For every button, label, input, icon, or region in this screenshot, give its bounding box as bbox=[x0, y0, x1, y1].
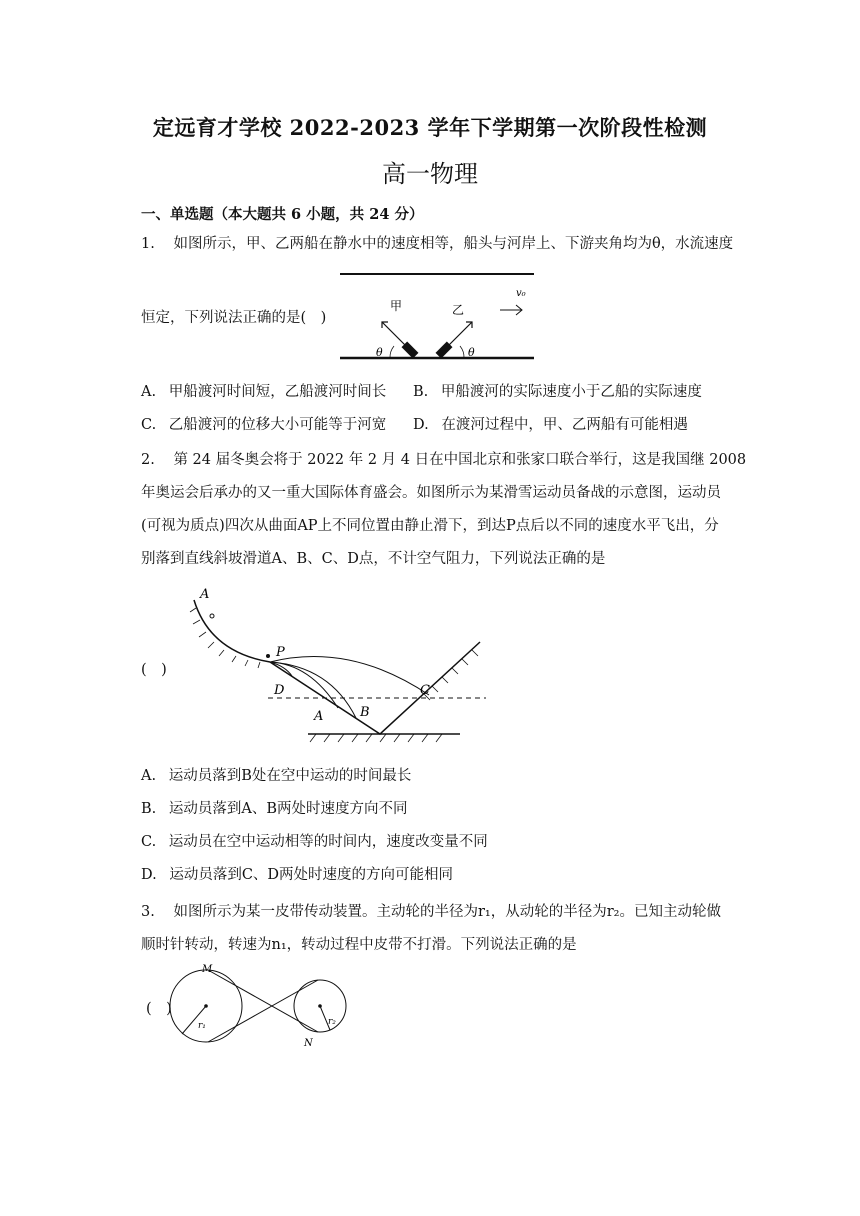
label-B: B bbox=[360, 705, 370, 720]
label-M: M bbox=[202, 964, 213, 975]
option-label: B. bbox=[141, 801, 157, 817]
option-text: 运动员在空中运动相等的时间内，速度改变量不同 bbox=[168, 834, 488, 850]
option-text: 乙船渡河的位移大小可能等于河宽 bbox=[168, 417, 387, 433]
label-theta-left: θ bbox=[376, 346, 383, 359]
q3-line2: 顺时针转动，转速为n₁，转动过程中皮带不打滑。下列说法正确的是 bbox=[141, 937, 577, 953]
label-A-top: A bbox=[200, 587, 210, 602]
skier-icon bbox=[266, 654, 270, 658]
option-label: D. bbox=[413, 417, 429, 433]
q2-line1 bbox=[141, 450, 746, 470]
option-label: B. bbox=[413, 384, 429, 400]
q2-option-b bbox=[141, 799, 408, 819]
q2-figure-ski bbox=[180, 582, 500, 752]
q3-line1 bbox=[141, 902, 721, 922]
label-theta-right: θ bbox=[468, 346, 475, 359]
q2-line4: 别落到直线斜坡滑道A、B、C、D点，不计空气阻力，下列说法正确的是 bbox=[141, 551, 606, 567]
q1-option-c bbox=[141, 415, 386, 435]
q1-option-a bbox=[141, 382, 386, 402]
curve-AP bbox=[194, 600, 270, 662]
page-subtitle: 高一物理 bbox=[382, 160, 478, 188]
q1-stem-b: 恒定，下列说法正确的是( ) bbox=[141, 310, 327, 326]
q2-paren: ( ) bbox=[141, 662, 167, 678]
belt-segment-2 bbox=[208, 980, 318, 1042]
q2-option-d bbox=[141, 865, 453, 885]
option-text: 运动员落到C、D两处时速度的方向可能相同 bbox=[169, 867, 454, 883]
option-text: 在渡河过程中，甲、乙两船有可能相遇 bbox=[441, 417, 688, 433]
label-D: D bbox=[274, 683, 285, 698]
q1-figure-river bbox=[332, 266, 542, 366]
label-A: A bbox=[314, 709, 324, 724]
q3-figure-belt bbox=[168, 962, 368, 1052]
q1-stem-line1 bbox=[141, 234, 733, 254]
option-label: C. bbox=[141, 834, 157, 850]
option-label: D. bbox=[141, 867, 157, 883]
option-text: 运动员落到B处在空中运动的时间最长 bbox=[168, 768, 412, 784]
slope-hatch bbox=[424, 650, 478, 700]
option-text: 甲船渡河的实际速度小于乙船的实际速度 bbox=[440, 384, 702, 400]
option-label: A. bbox=[141, 768, 157, 784]
label-v0: v₀ bbox=[516, 288, 526, 299]
page-title: 定远育才学校 2022-2023 学年下学期第一次阶段性检测 bbox=[152, 115, 708, 140]
slope-line bbox=[270, 642, 480, 734]
option-text: 甲船渡河时间短，乙船渡河时间长 bbox=[168, 384, 387, 400]
label-yi: 乙 bbox=[452, 303, 465, 317]
q2-line1-text: 第 24 届冬奥会将于 2022 年 2 月 4 日在中国北京和张家口联合举行，这是我国继 2008 bbox=[173, 452, 747, 468]
label-N: N bbox=[304, 1038, 313, 1049]
q2-line2: 年奥运会后承办的又一重大国际体育盛会。如图所示为某滑雪运动员备战的示意图，运动员 bbox=[141, 485, 721, 501]
q1-option-d bbox=[413, 415, 688, 435]
boat-jia bbox=[382, 322, 418, 358]
q1-stem-a: 如图所示，甲、乙两船在静水中的速度相等，船头与河岸上、下游夹角均为θ，水流速度 bbox=[173, 236, 734, 252]
label-C: C bbox=[420, 683, 430, 698]
label-r1: r₁ bbox=[198, 1021, 206, 1031]
q3-number: 3. bbox=[141, 904, 155, 920]
label-jia: 甲 bbox=[390, 299, 403, 313]
q2-option-a bbox=[141, 766, 411, 786]
q1-option-b bbox=[413, 382, 702, 402]
option-label: A. bbox=[141, 384, 157, 400]
q2-number: 2. bbox=[141, 452, 155, 468]
label-r2: r₂ bbox=[328, 1017, 336, 1027]
boat-yi bbox=[436, 322, 472, 358]
q1-number: 1. bbox=[141, 236, 155, 252]
belt-segment-1 bbox=[208, 970, 318, 1032]
trajectory-C bbox=[270, 657, 429, 695]
section-heading: 一、单选题（本大题共 6 小题，共 24 分） bbox=[141, 206, 424, 223]
label-P: P bbox=[276, 645, 285, 660]
option-label: C. bbox=[141, 417, 157, 433]
ground-hatch bbox=[310, 734, 442, 742]
skier-start-icon bbox=[210, 614, 214, 618]
flow-arrow bbox=[500, 305, 522, 315]
q3-paren: ( ) bbox=[146, 1001, 172, 1017]
q3-line1-text: 如图所示为某一皮带传动装置。主动轮的半径为r₁，从动轮的半径为r₂。已知主动轮做 bbox=[173, 904, 721, 920]
q2-line3: (可视为质点)四次从曲面AP上不同位置由静止滑下，到达P点后以不同的速度水平飞出，分 bbox=[141, 518, 719, 534]
option-text: 运动员落到A、B两处时速度方向不同 bbox=[168, 801, 408, 817]
q2-option-c bbox=[141, 832, 488, 852]
